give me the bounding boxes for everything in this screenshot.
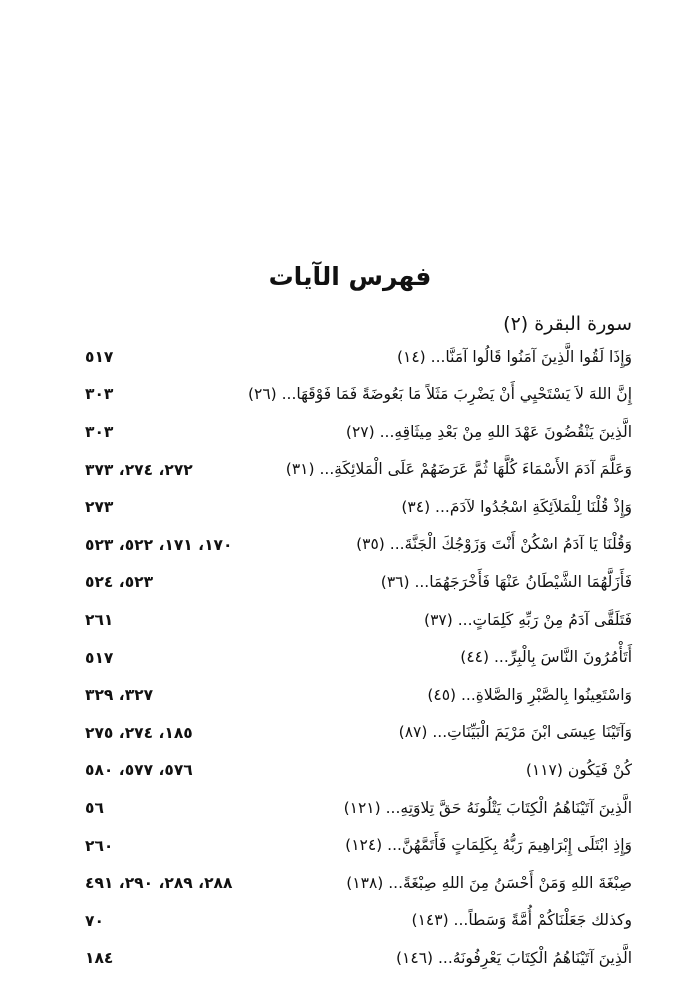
- verse-text: كُنْ فَيَكُون (١١٧): [525, 761, 632, 780]
- page-numbers: ٥٧٦، ٥٧٧، ٥٨٠: [85, 761, 193, 780]
- page-numbers: ١٧٠، ١٧١، ٥٢٢، ٥٢٣: [85, 535, 233, 554]
- verse-index-row: [85, 827, 632, 865]
- page-numbers: ٢٨٨، ٢٨٩، ٢٩٠، ٤٩١: [85, 874, 233, 893]
- verse-text: وَاسْتَعِينُوا بِالصَّبْرِ وَالصَّلاةِ... (٤٥): [427, 685, 632, 704]
- verse-index-row: [85, 789, 632, 827]
- page-numbers: ٧٠: [85, 911, 104, 930]
- page-numbers: ٣٢٧، ٣٢٩: [85, 686, 154, 705]
- page-numbers: ٣٠٣: [85, 385, 114, 404]
- page-numbers: ٥١٧: [85, 347, 114, 366]
- page-numbers: ٥٦: [85, 798, 104, 817]
- verse-text: وَإِذِ ابْتَلَى إِبْرَاهِيمَ رَبُّهُ بِكَلِمَاتٍ فَأَتَمَّهُنَّ... (١٢٤): [345, 836, 632, 855]
- page-numbers: ٥١٧: [85, 648, 114, 667]
- page-numbers: ٢٧٣: [85, 498, 114, 517]
- verse-index-row: [85, 902, 632, 940]
- verse-index-row: [85, 639, 632, 677]
- verse-index-list: [85, 338, 632, 977]
- page-numbers: ٢٦٠: [85, 836, 114, 855]
- verse-text: الَّذِينَ آتَيْنَاهُمُ الْكِتَابَ يَتْلُونَهُ حَقَّ تِلاوَتِهِ... (١٢١): [343, 798, 632, 817]
- verse-text: وَإِذْ قُلْنَا لِلْمَلاَئِكَةِ اسْجُدُوا لآدَمَ... (٣٤): [401, 497, 632, 516]
- verse-index-row: [85, 451, 632, 489]
- verse-text: وكذلك جَعَلْنَاكُمْ أُمَّةً وَسَطاً... (١٤٣): [411, 911, 632, 930]
- verse-text: الَّذِينَ يَنْقُضُونَ عَهْدَ اللهِ مِنْ بَعْدِ مِيثَاقِهِ... (٢٧): [345, 422, 632, 441]
- page-numbers: ٢٧٢، ٢٧٤، ٣٧٣: [85, 460, 193, 479]
- verse-index-row: [85, 413, 632, 451]
- page-numbers: ٢٦١: [85, 610, 114, 629]
- verse-index-row: [85, 564, 632, 602]
- verse-text: صِبْغَةَ اللهِ وَمَنْ أَحْسَنُ مِنَ اللهِ صِبْغَةً... (١٣٨): [346, 873, 632, 892]
- verse-text: فَتَلَقَّى آدَمُ مِنْ رَبِّهِ كَلِمَاتٍ... (٣٧): [424, 610, 632, 629]
- verse-index-row: [85, 940, 632, 978]
- page-title: فهرس الآيات: [268, 262, 432, 291]
- verse-index-row: [85, 526, 632, 564]
- surah-heading: سورة البقرة (٢): [503, 313, 632, 335]
- page-numbers: ١٨٤: [85, 949, 114, 968]
- verse-text: وَعَلَّمَ آدَمَ الأَسْمَاءَ كُلَّهَا ثُمَّ عَرَضَهُمْ عَلَى الْمَلائِكَةِ... (٣١): [285, 460, 632, 479]
- verse-index-row: [85, 752, 632, 790]
- verse-text: فَأَزَلَّهُمَا الشَّيْطَانُ عَنْهَا فَأَخْرَجَهُمَا... (٣٦): [380, 573, 632, 592]
- verse-index-row: [85, 714, 632, 752]
- verse-text: الَّذِينَ آتَيْنَاهُمُ الْكِتَابَ يَعْرِفُونَهُ... (١٤٦): [395, 949, 632, 967]
- verse-text: إِنَّ اللهَ لاَ يَسْتَحْيِي أَنْ يَضْرِبَ مَثَلاً مَا بَعُوضَةً فَمَا فَوْقَهَا... (٢٦): [247, 385, 632, 404]
- verse-text: أَتَأْمُرُونَ النَّاسَ بِالْبِرِّ... (٤٤): [460, 648, 632, 667]
- page-numbers: ١٨٥، ٢٧٤، ٢٧٥: [85, 723, 193, 742]
- verse-index-row: [85, 601, 632, 639]
- page-numbers: ٣٠٣: [85, 422, 114, 441]
- verse-index-row: [85, 864, 632, 902]
- verse-index-row: [85, 488, 632, 526]
- verse-index-row: [85, 376, 632, 414]
- verse-index-row: [85, 338, 632, 376]
- verse-text: وَآتَيْنَا عِيسَى ابْنَ مَرْيَمَ الْبَيِّنَاتِ... (٨٧): [398, 723, 632, 742]
- verse-text: وَقُلْنَا يَا آدَمُ اسْكُنْ أَنْتَ وَزَوْجُكَ الْجَنَّةَ... (٣٥): [356, 535, 632, 554]
- verse-text: وَإِذَا لَقُوا الَّذِينَ آمَنُوا قَالُوا آمَنَّا... (١٤): [396, 347, 632, 366]
- verse-index-row: [85, 676, 632, 714]
- page-numbers: ٥٢٣، ٥٢٤: [85, 573, 154, 592]
